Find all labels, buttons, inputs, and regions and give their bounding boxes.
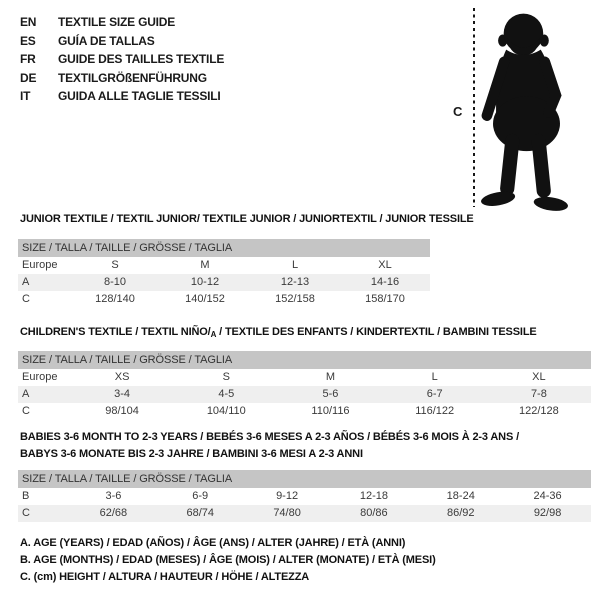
- size-header-bar: SIZE / TALLA / TAILLE / GRÖSSE / TAGLIA: [18, 351, 591, 369]
- size-cell: XS: [114, 371, 130, 383]
- table-row-age-months: [18, 488, 591, 505]
- table-row-height: [18, 291, 430, 308]
- language-code: EN: [20, 15, 37, 29]
- size-cell: XL: [378, 259, 392, 271]
- table-row-europe: [18, 369, 591, 386]
- legend-notes: [20, 535, 436, 586]
- size-cell: 9-12: [276, 490, 299, 502]
- babies-heading-line1: BABIES 3-6 MONTH TO 2-3 YEARS / BEBÉS 3-6 MESES A 2-3 AÑOS / BÉBÉS 3-6 MOIS À 2-3 ANS /: [20, 431, 519, 443]
- table-row-height: [18, 505, 591, 522]
- size-cell: 10-12: [190, 276, 220, 288]
- language-code: IT: [20, 89, 31, 104]
- size-cell: 80/86: [360, 507, 388, 519]
- junior-table-heading: JUNIOR TEXTILE / TEXTIL JUNIOR/ TEXTILE JUNIOR / JUNIORTEXTIL / JUNIOR TESSILE: [20, 213, 474, 225]
- children-heading-post: / TEXTILE DES ENFANTS / KINDERTEXTIL / BAMBINI TESSILE: [216, 326, 537, 338]
- note-line-c: C. (cm) HEIGHT / ALTURA / HAUTEUR / HÖHE / ALTEZZA: [20, 571, 310, 583]
- row-label: B: [22, 490, 30, 502]
- row-label: C: [22, 405, 30, 417]
- size-cell: M: [200, 259, 210, 271]
- row-label: Europe: [22, 371, 58, 383]
- size-cell: 18-24: [446, 490, 475, 502]
- language-title: GUÍA DE TALLAS: [58, 33, 155, 48]
- table-row-europe: [18, 257, 430, 274]
- size-cell: 4-5: [218, 388, 235, 400]
- size-header-bar: SIZE / TALLA / TAILLE / GRÖSSE / TAGLIA: [18, 470, 591, 488]
- language-row: [20, 13, 224, 32]
- junior-size-table: [18, 239, 430, 308]
- language-code: ES: [20, 33, 36, 48]
- row-label: Europe: [22, 259, 58, 271]
- size-cell: L: [291, 259, 299, 271]
- size-cell: 92/98: [533, 507, 562, 519]
- children-size-table: [18, 351, 591, 420]
- size-cell: 14-16: [370, 276, 400, 288]
- language-row: [20, 87, 224, 106]
- size-cell: 6-7: [426, 388, 443, 400]
- size-cell: XL: [532, 371, 546, 383]
- language-title: TEXTILGRÖßENFÜHRUNG: [58, 70, 207, 85]
- babies-heading-line2: BABYS 3-6 MONATE BIS 2-3 JAHRE / BAMBINI 3-6 MESI A 2-3 ANNI: [20, 447, 363, 460]
- row-label: C: [22, 507, 30, 519]
- size-cell: 3-4: [114, 388, 131, 400]
- height-label-c: C: [453, 104, 463, 119]
- size-cell: 6-9: [192, 490, 209, 502]
- language-row: [20, 50, 224, 69]
- children-table-heading: [20, 326, 537, 339]
- table-row-age: [18, 274, 430, 291]
- table-row-age: [18, 386, 591, 403]
- language-code: DE: [20, 70, 37, 85]
- language-title-block: [20, 13, 224, 106]
- height-dashed-line: [473, 8, 475, 207]
- children-heading-sub: A: [210, 330, 217, 339]
- size-cell: 86/92: [446, 507, 475, 519]
- babies-size-table: [18, 470, 591, 522]
- size-cell: 3-6: [105, 490, 122, 502]
- size-cell: 98/104: [105, 405, 139, 417]
- language-row: [20, 69, 224, 88]
- children-heading-pre: CHILDREN'S TEXTILE / TEXTIL NIÑO/: [20, 326, 211, 338]
- row-label: C: [22, 293, 30, 305]
- note-line-a: A. AGE (YEARS) / EDAD (AÑOS) / ÂGE (ANS) / ALTER (JAHRE) / ETÀ (ANNI): [20, 537, 406, 549]
- size-cell: 110/116: [311, 405, 350, 417]
- size-cell: 152/158: [275, 293, 315, 305]
- size-cell: 140/152: [185, 293, 225, 305]
- size-cell: 7-8: [530, 388, 547, 400]
- size-cell: 24-36: [533, 490, 562, 502]
- row-label: A: [22, 388, 30, 400]
- size-cell: 158/170: [365, 293, 405, 305]
- size-cell: 12-13: [280, 276, 310, 288]
- size-header-bar: SIZE / TALLA / TAILLE / GRÖSSE / TAGLIA: [18, 239, 430, 257]
- size-cell: 12-18: [359, 490, 388, 502]
- language-row: [20, 32, 224, 51]
- size-cell: M: [325, 371, 336, 383]
- language-title: GUIDA ALLE TAGLIE TESSILI: [58, 89, 221, 104]
- babies-table-heading: [20, 429, 519, 462]
- table-row-height: [18, 403, 591, 420]
- size-cell: 74/80: [273, 507, 301, 519]
- size-cell: 62/68: [99, 507, 128, 519]
- note-line-b: B. AGE (MONTHS) / EDAD (MESES) / ÂGE (MOIS) / ALTER (MONATE) / ETÀ (MESI): [20, 554, 436, 566]
- size-cell: 122/128: [519, 405, 559, 417]
- baby-height-figure: [452, 4, 598, 216]
- size-cell: 116/122: [415, 405, 455, 417]
- toddler-silhouette-icon: [478, 4, 576, 212]
- size-cell: 104/110: [206, 405, 246, 417]
- language-title: GUIDE DES TAILLES TEXTILE: [58, 52, 225, 67]
- language-code: FR: [20, 52, 36, 67]
- size-cell: 128/140: [95, 293, 135, 305]
- size-cell: S: [222, 371, 230, 383]
- size-cell: 68/74: [186, 507, 214, 519]
- size-cell: L: [431, 371, 438, 383]
- size-cell: 8-10: [103, 276, 127, 288]
- size-cell: S: [111, 259, 119, 271]
- language-title: TEXTILE SIZE GUIDE: [58, 15, 176, 29]
- size-cell: 5-6: [322, 388, 339, 400]
- row-label: A: [22, 276, 30, 288]
